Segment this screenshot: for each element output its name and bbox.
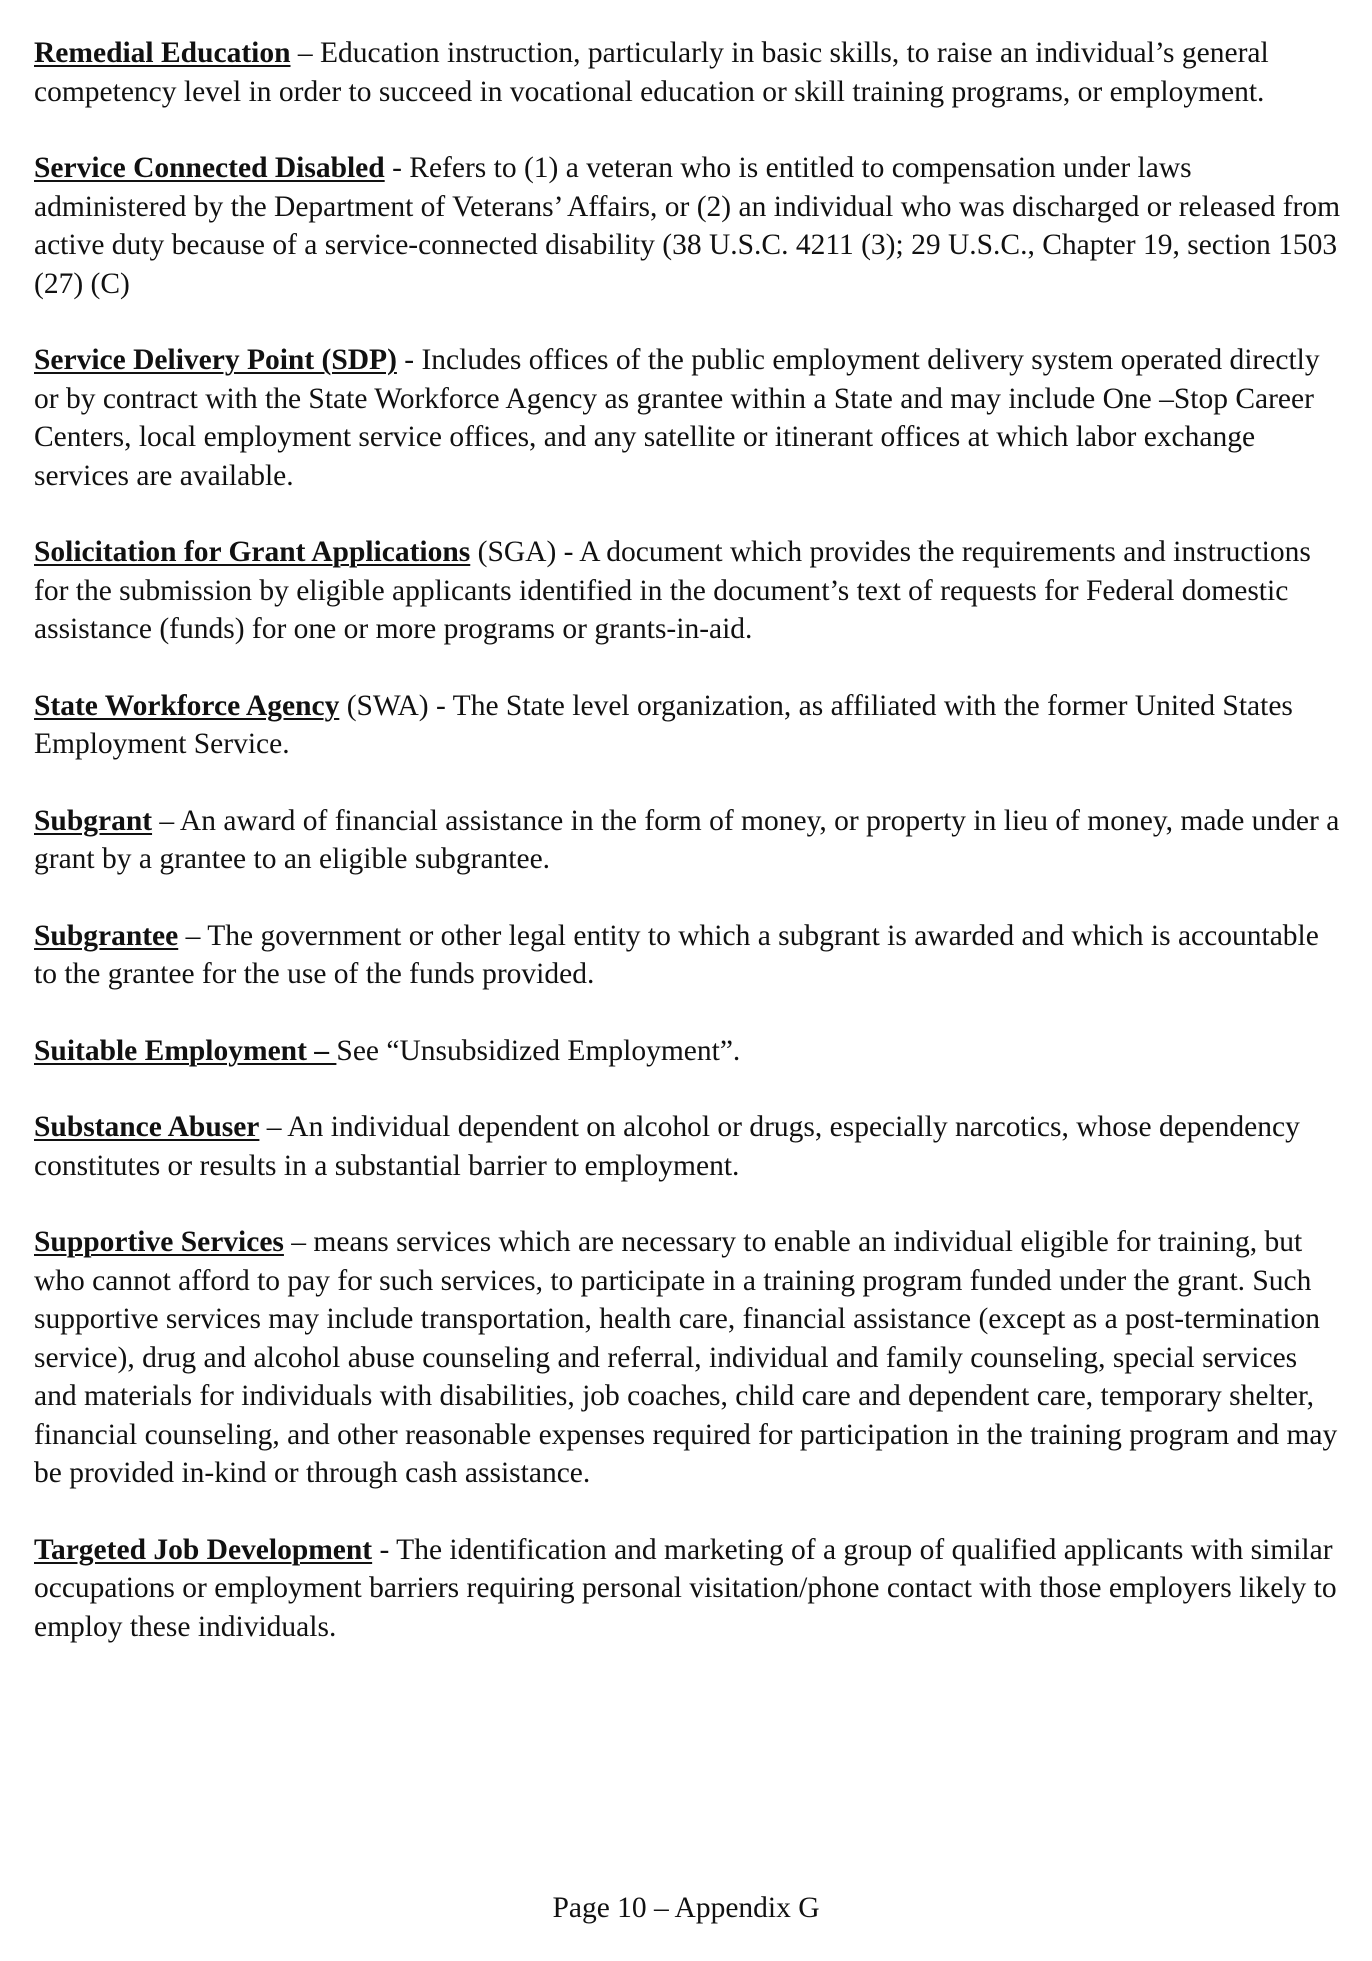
definition-text: – Education instruction, particularly in basic skills, to raise an individual’s general competency level in order to succeed in vocational education or skill training programs, or employment. <box>34 37 1269 108</box>
definition-text: – An award of financial assistance in the form of money, or property in lieu of money, made under a grant by a grantee to an eligible subgrantee. <box>34 804 1340 875</box>
definition-term: Service Delivery Point (SDP) <box>34 344 397 376</box>
definition-text: – An individual dependent on alcohol or drugs, especially narcotics, whose dependency constitutes or results in a substantial barrier to employment. <box>34 1111 1300 1182</box>
definition-entry <box>34 802 1346 879</box>
definition-text: (SGA) - A document which provides the requirements and instructions for the submission by eligible applicants identified in the document’s text of requests for Federal domestic assistance (funds) for one or more programs or grants-in-aid. <box>34 536 1311 645</box>
definition-term: Suitable Employment – <box>34 1034 337 1067</box>
definition-term: Targeted Job Development <box>34 1533 373 1566</box>
definition-entry <box>34 687 1346 764</box>
definition-text: – The government or other legal entity to which a subgrant is awarded and which is accountable to the grantee for the use of the funds provided. <box>34 919 1319 990</box>
definition-term: Solicitation for Grant Applications <box>34 536 471 568</box>
definition-text: - The identification and marketing of a group of qualified applicants with similar occupations or employment barriers requiring personal visitation/phone contact with those employers likely to employ these individuals. <box>34 1533 1337 1643</box>
definition-term: Remedial Education <box>34 37 291 69</box>
definition-term: Substance Abuser <box>34 1111 260 1143</box>
definition-entry <box>34 1531 1346 1647</box>
definition-entry <box>34 533 1346 649</box>
definition-term: State Workforce Agency <box>34 689 340 722</box>
definitions-list <box>34 34 1346 1684</box>
definition-entry <box>34 1223 1346 1493</box>
definition-entry <box>34 34 1346 111</box>
definition-entry <box>34 341 1346 495</box>
definition-text: – means services which are necessary to enable an individual eligible for training, but who cannot afford to pay for such services, to participate in a training program funded under the grant. Such supportive services may include transportation, health care, financial assistance (except as a post-termination service), drug and alcohol abuse counseling and referral, individual and family counseling, special services and materials for individuals with disabilities, job coaches, child care and dependent care, temporary shelter, financial counseling, and other reasonable expenses required for participation in the training program and may be provided in-kind or through cash assistance. <box>34 1226 1338 1489</box>
definition-term: Subgrantee <box>34 919 179 952</box>
definition-term: Supportive Services <box>34 1226 284 1258</box>
definition-term: Subgrant <box>34 804 153 837</box>
definition-entry <box>34 917 1346 994</box>
definition-entry <box>34 1108 1346 1185</box>
definition-text: (SWA) - The State level organization, as affiliated with the former United States Employment Service. <box>34 689 1293 760</box>
definition-text: - Includes offices of the public employment delivery system operated directly or by contract with the State Workforce Agency as grantee within a State and may include One –Stop Career Centers, local employment service offices, and any satellite or itinerant offices at which labor exchange services are available. <box>34 344 1320 492</box>
page-number-label: Page 10 – Appendix G <box>552 1892 820 1924</box>
definition-text: - Refers to (1) a veteran who is entitled to compensation under laws administered by the Department of Veterans’ Affairs, or (2) an individual who was discharged or released from active duty because of a service-connected disability (38 U.S.C. 4211 (3); 29 U.S.C., Chapter 19, section 1503 (27) (C) <box>34 152 1341 300</box>
definition-term: Service Connected Disabled <box>34 152 385 184</box>
page-footer <box>0 1892 1372 1925</box>
definition-entry <box>34 1032 1346 1071</box>
definition-entry <box>34 149 1346 303</box>
definition-text: See “Unsubsidized Employment”. <box>336 1034 741 1067</box>
